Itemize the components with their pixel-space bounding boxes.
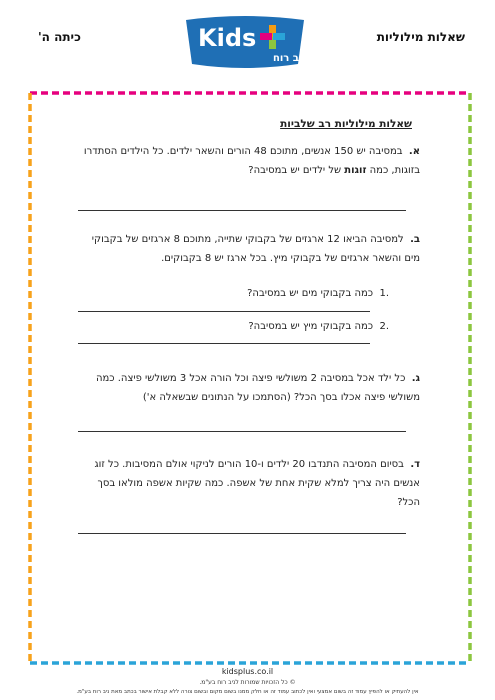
logo-subtitle: ניב רוח: [273, 53, 307, 64]
question-d-text-1: בסיום המסיבה התנדבו 20 ילדים ו-10 הורים לניקוי אולם המסיבות. כל זוג: [94, 459, 404, 470]
question-c-letter: ג.: [411, 373, 420, 384]
question-b: [75, 230, 420, 268]
answer-line-d[interactable]: [78, 533, 406, 534]
footer-copyright: © כל הזכויות שמורות לניב רוח בע"מ.: [199, 679, 296, 686]
question-b-line-2: [75, 249, 420, 268]
sub-question-2-text: כמה בקבוקי מיץ יש במסיבה?: [248, 321, 374, 332]
answer-line-a[interactable]: [78, 210, 406, 211]
question-a: [80, 142, 420, 180]
question-a-letter: א.: [408, 146, 420, 157]
sub-question-2-number: .2: [379, 321, 389, 332]
question-a-line-2: [80, 161, 420, 180]
footer-site-link[interactable]: kidsplus.co.il: [221, 667, 274, 676]
question-b-sub-2: [89, 317, 389, 336]
answer-line-b1[interactable]: [78, 311, 370, 312]
grade-label: כיתה ה': [38, 30, 81, 44]
logo-kids-text: Kids: [198, 24, 257, 52]
question-b-text-2: מים והשאר ארגזים של בקבוקי מיץ. בכל ארגז יש 8 בקבוקים.: [161, 253, 420, 264]
question-d-line-2: [75, 474, 420, 493]
question-a-text-2c: של ילדים יש במסיבה?: [248, 165, 345, 176]
question-c: [75, 369, 420, 407]
question-c-line-2: [75, 388, 420, 407]
question-d-line-3: [75, 493, 420, 512]
footer-notice: אין להעתיק או להפיץ עמוד זה בשום אמצעי ואין לכתוב עמוד זה או חלק ממנו בשום מקום ובשום צורה ללא קבלת אישור בכתב מאת ניב רוח בע"מ.: [76, 689, 419, 695]
question-b-sub-1: [89, 284, 389, 303]
sub-question-1-number: .1: [379, 288, 389, 299]
question-d-text-3: הכל?: [397, 497, 420, 508]
question-d-line-1: [75, 455, 420, 474]
question-b-line-1: [75, 230, 420, 249]
question-c-line-1: [75, 369, 420, 388]
question-c-text-1: כל ילד אכל במסיבה 2 משולשי פיצה וכל הורה אכל 3 משולשי פיצה. כמה: [95, 373, 406, 384]
question-c-text-2: משולשי פיצה אכלו בסך הכל? (הסתמכו על הנתונים שבשאלה א'): [142, 392, 420, 403]
question-d: [75, 455, 420, 512]
question-a-text-1: במסיבה יש 150 אנשים, מתוכם 48 הורים והשאר ילדים. כל הילדים הסתדרו: [83, 146, 403, 157]
question-b-text-1: למסיבה הביאו 12 ארגזים של בקבוקי שתייה, מתוכם 8 ארגזים של בקבוקי: [91, 234, 404, 245]
question-d-letter: ד.: [410, 459, 420, 470]
question-a-line-1: [80, 142, 420, 161]
question-b-letter: ב.: [410, 234, 420, 245]
worksheet-topic-label: שאלות מילוליות: [376, 30, 465, 44]
answer-line-c[interactable]: [78, 431, 406, 432]
question-d-text-2: אנשים היה צריך למלא שקית אחת של אשפה. כמה שקיות אשפה מולאו בסך: [97, 478, 420, 489]
answer-line-b2[interactable]: [78, 343, 370, 344]
sub-question-1-text: כמה בקבוקי מים יש במסיבה?: [247, 288, 374, 299]
question-a-text-2a: בזוגות, כמה: [366, 165, 420, 176]
section-title: שאלות מילוליות רב שלביות: [280, 118, 412, 130]
question-a-text-2b-bold: זוגות: [344, 165, 367, 176]
